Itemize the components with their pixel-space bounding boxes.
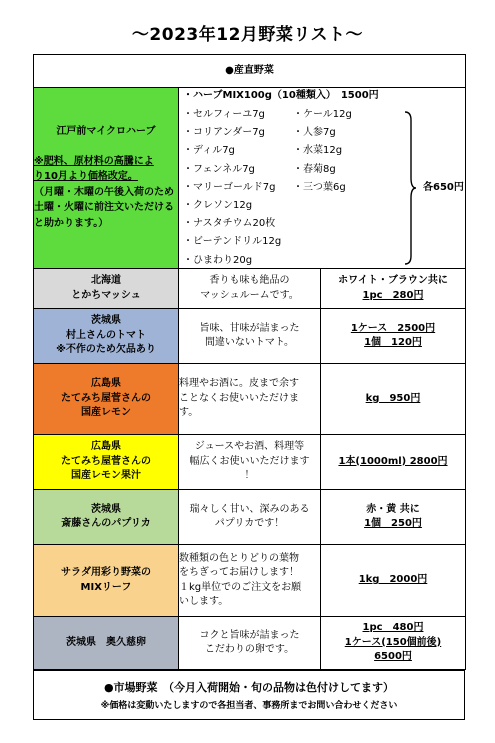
product-description (179, 545, 321, 617)
herb-item: ・水菜12g (293, 145, 343, 157)
product-name (34, 617, 179, 670)
herb-list (179, 88, 465, 268)
product-name-line: 茨城県 (91, 315, 121, 327)
herb-item: ・三つ葉6g (293, 181, 346, 193)
market-title: ●市場野菜 （今月入荷開始・旬の品物は色付けしてます） (103, 681, 395, 694)
product-description-line: ！ (244, 470, 255, 482)
product-name (34, 269, 179, 309)
herb-item: ・フェンネル7g (183, 163, 255, 175)
product-description-line: こだわりの卵です。 (204, 644, 295, 655)
herb-mix-line: ・ハーブMIX100g（10種類入） 1500円 (183, 90, 379, 101)
herb-note: ※肥料、原材料の高騰によ り10月より価格改定。 （月曜・木曜の午後入荷のため土曜・火曜に前注文いただけると助かります。） (34, 155, 174, 229)
product-price-line: kg 950円 (365, 392, 421, 404)
product-price-line: 6500円 (374, 651, 412, 663)
product-description-line: 幅広くお使いいただけます (189, 455, 310, 467)
market-section (33, 670, 465, 720)
product-price (321, 545, 466, 617)
product-name-line: 広島県 (91, 378, 121, 390)
product-name (34, 364, 179, 435)
herb-name: 江戸前マイクロハーブ (56, 126, 156, 137)
product-price (321, 617, 466, 670)
product-name (34, 309, 179, 364)
product-row (34, 269, 466, 309)
product-row (34, 617, 466, 670)
product-name-line: たてみち屋菅さんの (61, 455, 151, 467)
vegetable-table (33, 54, 466, 670)
product-name (34, 490, 179, 545)
market-note: ※価格は変動いたしますので各担当者、事務所までお問い合わせください (100, 701, 398, 711)
section-direct-header: ●産直野菜 (34, 55, 466, 88)
herb-item: ・ビーテンドリル12g (183, 236, 282, 248)
product-row (34, 435, 466, 490)
product-description (179, 269, 321, 309)
product-name-line: MIXリーフ (80, 581, 132, 593)
product-description-line: ジュースやお酒、料理等 (194, 441, 305, 453)
product-description (179, 435, 321, 490)
product-name-line: サラダ用彩り野菜の (61, 567, 151, 578)
product-price-line: 1kg 2000円 (358, 574, 428, 586)
product-price-line: ホワイト・ブラウン共に (338, 275, 448, 286)
product-description (179, 309, 321, 364)
herb-item: ・マリーゴールド7g (183, 181, 276, 193)
herb-item: ・ナスタチウム20枚 (183, 218, 276, 230)
product-name-line: 茨城県 奥久慈卵 (66, 636, 146, 648)
product-description-line: コクと旨味が詰まった (199, 629, 300, 641)
product-name-line: 北海道 (91, 275, 121, 286)
product-price (321, 269, 466, 309)
product-description-line: す。 (179, 407, 199, 419)
product-price-line: 赤・黄 共に (366, 503, 420, 515)
herb-item: ・ケール12g (293, 109, 352, 120)
product-name (34, 435, 179, 490)
product-description-line: いします。 (179, 596, 229, 607)
herb-list-cell (179, 88, 466, 269)
product-name-line: 斎藤さんのパプリカ (61, 518, 151, 529)
herb-item: ・セルフィーユ7g (183, 109, 265, 120)
product-price-line: 1pc 480円 (362, 622, 424, 634)
herb-name-cell (34, 88, 179, 269)
product-price (321, 435, 466, 490)
product-description-line: 香りも味も絶品の (209, 275, 290, 286)
product-description-line: 旨味、甘味が詰まった (199, 322, 300, 334)
product-row (34, 364, 466, 435)
product-price-line: 1本(1000ml) 2800円 (338, 455, 448, 467)
product-description-line: 間違いないトマト。 (204, 337, 295, 348)
product-name-line: 村上さんのトマト (66, 329, 146, 341)
product-name-line: 広島県 (91, 441, 121, 453)
product-price-line: 1個 250円 (364, 518, 422, 529)
page-title: ～2023年12月野菜リスト～ (131, 25, 364, 45)
product-description-line: をちぎってお届けします！ (179, 567, 299, 578)
product-row (34, 309, 466, 364)
product-name-line: 国産レモン果汁 (71, 470, 141, 482)
herb-item: ・ひまわり20g (183, 254, 253, 266)
product-description-line: 瑞々しく甘い、深みのある (189, 503, 310, 515)
product-price (321, 490, 466, 545)
product-description-line: 料理やお酒に。皮まで余す (179, 378, 299, 390)
product-name (34, 545, 179, 617)
herb-item: ・コリアンダー7g (183, 127, 265, 139)
product-description-line: １kg単位でのご注文をお願 (179, 581, 302, 593)
product-description (179, 490, 321, 545)
herb-item: ・春菊8g (293, 163, 336, 175)
herb-item: ・ディル7g (183, 145, 235, 157)
herb-item: ・クレソン12g (183, 200, 253, 211)
product-price-line: 1個 120円 (364, 337, 422, 348)
product-name-line: 国産レモン (81, 407, 131, 419)
product-price-line: 1ケース(150個前後) (344, 636, 442, 648)
product-price (321, 364, 466, 435)
product-description-line: 数種類の色とりどりの葉物 (179, 552, 299, 564)
herb-item: ・人参7g (293, 127, 336, 139)
herb-each-price: 各650円 (423, 182, 464, 193)
product-name-line: ※不作のため欠品あり (56, 344, 156, 356)
product-name-line: とかちマッシュ (71, 289, 141, 301)
product-description (179, 364, 321, 435)
product-row (34, 545, 466, 617)
product-description (179, 617, 321, 670)
product-price-line: 1pc 280円 (362, 289, 424, 301)
brace-icon (403, 110, 417, 266)
product-price (321, 309, 466, 364)
product-description-line: ことなくお使いいただけま (179, 392, 299, 404)
product-price-line: 1ケース 2500円 (350, 322, 436, 334)
product-name-line: たてみち屋菅さんの (61, 392, 151, 404)
product-name-line: 茨城県 (91, 503, 121, 515)
product-description-line: パプリカです！ (214, 518, 285, 529)
product-description-line: マッシュルームです。 (200, 289, 299, 301)
product-row (34, 490, 466, 545)
